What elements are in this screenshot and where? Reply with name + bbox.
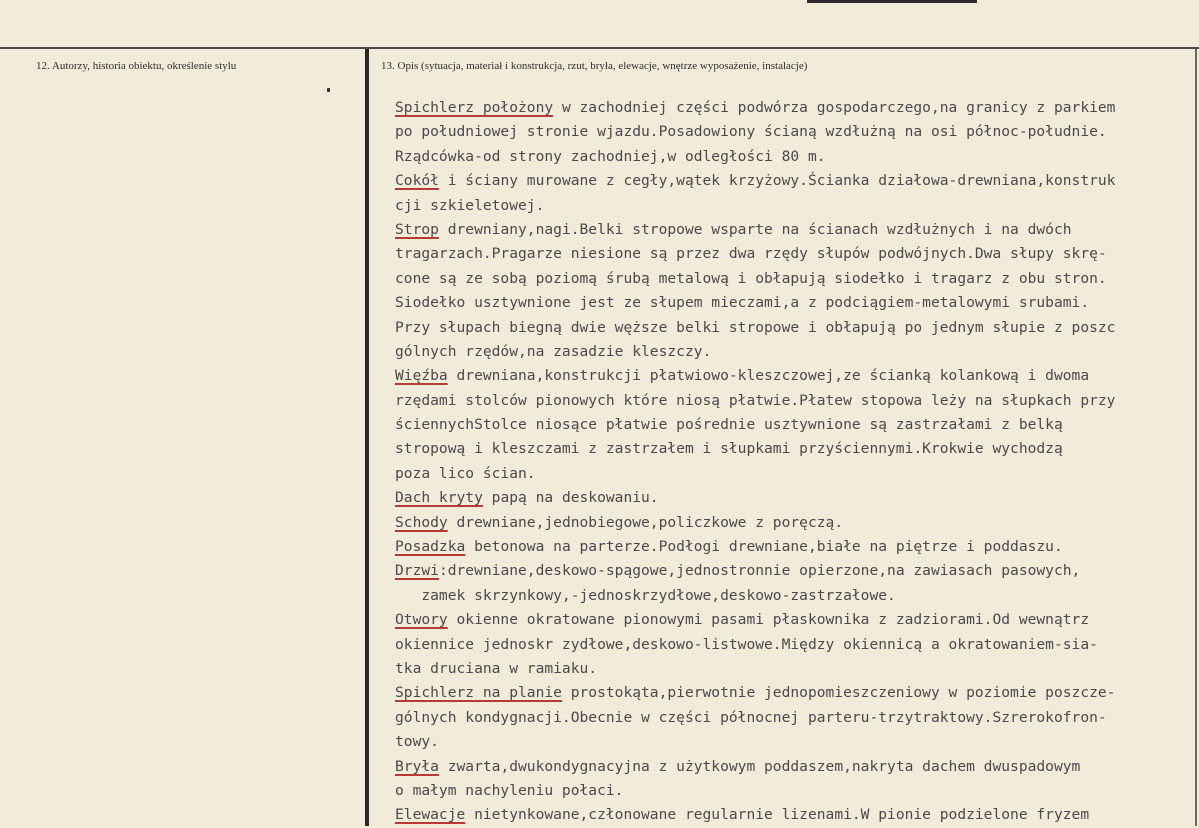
- top-edge-bar: [807, 0, 977, 3]
- line-text: poza lico ścian.: [395, 464, 536, 482]
- line-text: zamek skrzynkowy,-jednoskrzydłowe,deskowo-zastrzałowe.: [395, 586, 896, 604]
- typed-description: [395, 96, 1195, 828]
- line-text: drewniana,konstrukcji płatwiowo-kleszczowej,ze ścianką kolankową i dwoma: [447, 367, 1090, 385]
- line-text: drewniane,jednobiegowe,policzkowe z poręczą.: [447, 513, 844, 531]
- line-text: Przy słupach biegną dwie węższe belki stropowe i obłapują po jednym słupie z poszc: [395, 318, 1116, 336]
- line-text: stropową i kleszczami z zastrzałem i słupkami przyściennymi.Krokwie wychodzą: [395, 440, 1063, 458]
- description-line: [395, 437, 1195, 461]
- description-line: [395, 559, 1195, 583]
- description-line: [395, 413, 1195, 437]
- description-line: [395, 96, 1195, 120]
- underlined-keyword: Spichlerz położony: [395, 99, 554, 116]
- line-text: tragarzach.Pragarze niesione są przez dwa rzędy słupów podwójnych.Dwa słupy skrę-: [395, 245, 1107, 263]
- underlined-keyword: Więźba: [395, 367, 448, 385]
- description-line: [395, 706, 1195, 730]
- description-line: [395, 120, 1195, 144]
- underlined-keyword: Spichlerz na planie: [395, 684, 562, 702]
- underlined-keyword: Otwory: [395, 611, 448, 629]
- line-text: cji szkieletowej.: [395, 196, 545, 214]
- underlined-keyword: Bryła: [395, 757, 439, 775]
- line-text: nietynkowane,członowane regularnie lizenami.W pionie podzielone fryzem: [465, 806, 1090, 824]
- description-line: [395, 608, 1195, 632]
- line-text: okienne okratowane pionowymi pasami płaskownika z zadziorami.Od wewnątrz: [447, 611, 1090, 629]
- description-line: [395, 730, 1195, 754]
- description-line: [395, 389, 1195, 413]
- line-text: Siodełko usztywnione jest ze słupem mieczami,a z podciągiem-metalowymi srubami.: [395, 294, 1090, 312]
- line-text: okiennice jednoskr zydłowe,deskowo-listwowe.Między okiennicą a okratowaniem-sia-: [395, 635, 1098, 653]
- description-line: [395, 803, 1195, 827]
- underlined-keyword: Schody: [395, 513, 448, 531]
- description-line: [395, 681, 1195, 705]
- description-line: [395, 242, 1195, 266]
- description-line: [395, 340, 1195, 364]
- line-text: i ściany murowane z cegły,wątek krzyżowy.Ścianka działowa-drewniana,konstruk: [438, 172, 1116, 190]
- line-text: o małym nachyleniu połaci.: [395, 781, 624, 799]
- line-text: w zachodniej części podwórza gospodarczego,na granicy z parkiem: [553, 99, 1116, 116]
- line-text: cone są ze sobą poziomą śrubą metalową i obłapują siodełko i tragarz z obu stron.: [395, 269, 1107, 287]
- form-right-border: [1195, 49, 1197, 826]
- line-text: drewniany,nagi.Belki stropowe wsparte na ścianach wzdłużnych i na dwóch: [438, 220, 1072, 238]
- description-line: [395, 145, 1195, 169]
- line-text: prostokąta,pierwotnie jednopomieszczeniowy w poziomie poszcze-: [561, 684, 1116, 702]
- underlined-keyword: Dach kryty: [395, 489, 483, 507]
- line-text: ściennychStolce niosące płatwie pośrednie usztywnione są zastrzałami z belką: [395, 416, 1063, 434]
- description-line: [395, 316, 1195, 340]
- description-line: [395, 779, 1195, 803]
- line-text: :drewniane,deskowo-spągowe,jednostronnie opierzone,na zawiasach pasowych,: [438, 562, 1081, 580]
- ink-speck: [327, 88, 330, 92]
- line-text: papą na deskowaniu.: [482, 489, 659, 507]
- line-text: zwarta,dwukondygnacyjna z użytkowym poddaszem,nakryta dachem dwuspadowym: [438, 757, 1081, 775]
- line-text: betonowa na parterze.Podłogi drewniane,białe na piętrze i poddaszu.: [465, 538, 1063, 556]
- line-text: rzędami stolców pionowych które niosą płatwie.Płatew stopowa leży na słupkach przy: [395, 391, 1116, 409]
- form-top-rule: [0, 47, 1199, 49]
- description-line: [395, 267, 1195, 291]
- description-line: [395, 291, 1195, 315]
- underlined-keyword: Cokół: [395, 172, 439, 190]
- line-text: gólnych kondygnacji.Obecnie w części północnej parteru-trzytraktowy.Szrerokofron-: [395, 708, 1107, 726]
- line-text: Rządcówka-od strony zachodniej,w odległości 80 m.: [395, 147, 826, 165]
- underlined-keyword: Elewacje: [395, 806, 466, 824]
- description-line: [395, 462, 1195, 486]
- description-line: [395, 194, 1195, 218]
- field-13-label: 13. Opis (sytuacja, materiał i konstrukcja, rzut, bryła, elewacje, wnętrze wyposażenie, instalacje): [381, 60, 808, 72]
- line-text: po południowej stronie wjazdu.Posadowiony ścianą wzdłużną na osi północ-południe.: [395, 123, 1107, 141]
- underlined-keyword: Strop: [395, 220, 439, 238]
- description-line: [395, 169, 1195, 193]
- description-line: [395, 633, 1195, 657]
- line-text: towy.: [395, 733, 439, 751]
- line-text: gólnych rzędów,na zasadzie kleszczy.: [395, 342, 712, 360]
- field-12-label: 12. Autorzy, historia obiektu, określenie stylu: [36, 60, 237, 72]
- description-line: [395, 755, 1195, 779]
- column-divider: [365, 49, 369, 826]
- description-line: [395, 511, 1195, 535]
- description-line: [395, 218, 1195, 242]
- description-line: [395, 584, 1195, 608]
- description-line: [395, 486, 1195, 510]
- description-line: [395, 657, 1195, 681]
- line-text: tka druciana w ramiaku.: [395, 659, 598, 677]
- underlined-keyword: Drzwi: [395, 562, 439, 580]
- underlined-keyword: Posadzka: [395, 538, 466, 556]
- description-line: [395, 364, 1195, 388]
- description-line: [395, 535, 1195, 559]
